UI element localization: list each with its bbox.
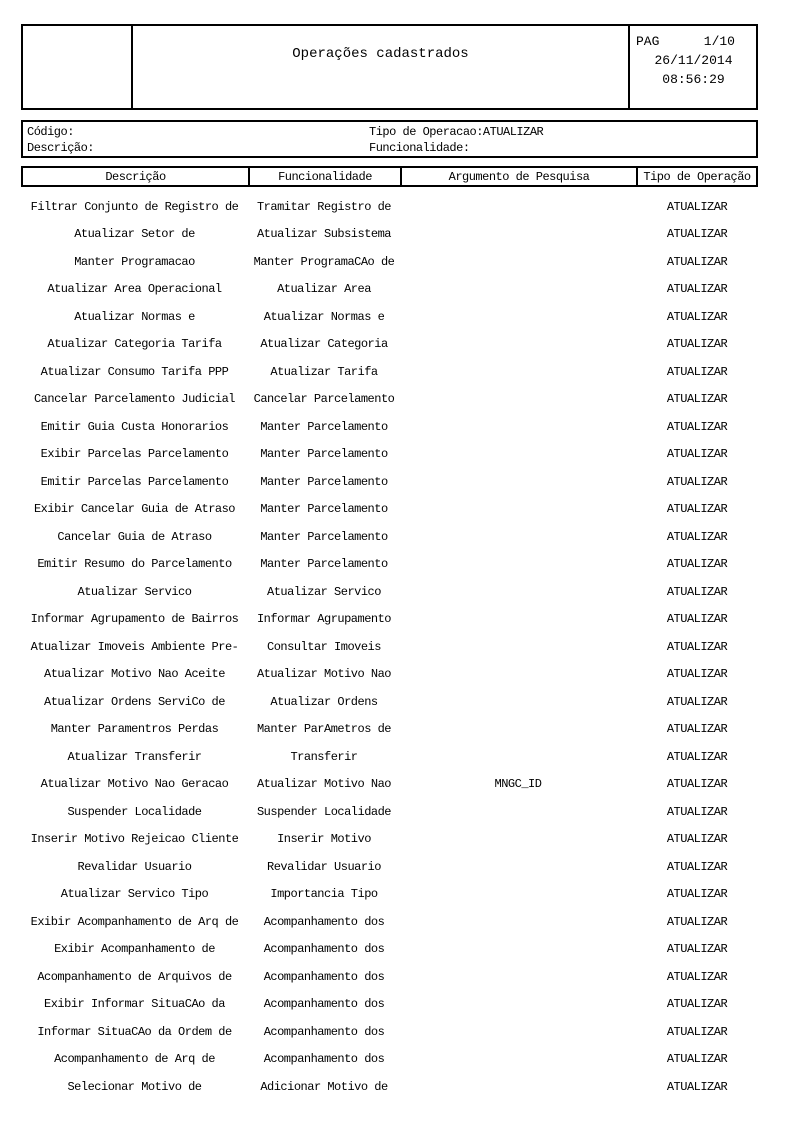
cell-tipo-operacao: ATUALIZAR <box>666 392 728 407</box>
cell-funcionalidade: Atualizar Motivo Nao <box>256 777 392 792</box>
cell-tipo-operacao: ATUALIZAR <box>666 749 728 764</box>
cell-tipo-operacao: ATUALIZAR <box>666 1024 728 1039</box>
cell-funcionalidade: Manter Parcelamento <box>260 474 388 489</box>
table-row <box>21 221 758 249</box>
cell-funcionalidade: Atualizar Categoria <box>260 337 388 352</box>
cell-funcionalidade: Manter Parcelamento <box>260 502 388 517</box>
cell-descricao: Emitir Guia Custa Honorarios <box>40 419 229 434</box>
cell-funcionalidade: Transferir <box>290 749 358 764</box>
report-header <box>21 24 758 110</box>
table-row <box>21 496 758 524</box>
cell-tipo-operacao: ATUALIZAR <box>666 859 728 874</box>
descricao-label: Descrição: <box>27 141 95 155</box>
cell-tipo-operacao: ATUALIZAR <box>666 969 728 984</box>
table-row <box>21 193 758 221</box>
cell-funcionalidade: Suspender Localidade <box>256 804 392 819</box>
cell-descricao: Atualizar Transferir <box>67 749 202 764</box>
cell-descricao: Atualizar Servico <box>77 584 192 599</box>
cell-funcionalidade: Atualizar Normas e <box>263 309 385 324</box>
cell-descricao: Atualizar Categoria Tarifa <box>47 337 222 352</box>
cell-tipo-operacao: ATUALIZAR <box>666 199 728 214</box>
cell-tipo-operacao: ATUALIZAR <box>666 832 728 847</box>
table-row <box>21 688 758 716</box>
table-header <box>21 166 758 187</box>
cell-tipo-operacao: ATUALIZAR <box>666 942 728 957</box>
cell-descricao: Atualizar Motivo Nao Aceite <box>44 667 225 682</box>
filter-row-2 <box>23 140 756 156</box>
cell-tipo-operacao: ATUALIZAR <box>666 309 728 324</box>
table-row <box>21 551 758 579</box>
table-row <box>21 248 758 276</box>
report-time: 08:56:29 <box>662 72 725 87</box>
column-header-argumento: Argumento de Pesquisa <box>402 168 638 185</box>
cell-tipo-operacao: ATUALIZAR <box>666 474 728 489</box>
cell-tipo-operacao: ATUALIZAR <box>666 722 728 737</box>
page-indicator <box>636 32 751 51</box>
cell-tipo-operacao: ATUALIZAR <box>666 804 728 819</box>
cell-descricao: Inserir Motivo Rejeicao Cliente <box>30 832 239 847</box>
cell-descricao: Emitir Parcelas Parcelamento <box>40 474 229 489</box>
cell-funcionalidade: Informar Agrupamento <box>256 612 392 627</box>
column-header-tipo-operacao: Tipo de Operação <box>643 169 751 184</box>
table-row <box>21 1018 758 1046</box>
table-row <box>21 276 758 304</box>
cell-descricao: Exibir Parcelas Parcelamento <box>40 447 229 462</box>
cell-funcionalidade: Acompanhamento dos <box>263 942 385 957</box>
cell-descricao: Emitir Resumo do Parcelamento <box>37 557 232 572</box>
cell-descricao: Atualizar Imoveis Ambiente Pre- <box>30 639 239 654</box>
table-row <box>21 1046 758 1074</box>
cell-argumento: MNGC_ID <box>494 777 542 792</box>
cell-descricao: Exibir Cancelar Guia de Atraso <box>33 502 236 517</box>
codigo-label: Código: <box>27 125 74 139</box>
cell-tipo-operacao: ATUALIZAR <box>666 914 728 929</box>
cell-descricao: Informar SituaCAo da Ordem de <box>37 1024 232 1039</box>
tipo-operacao-label: Tipo de Operacao: <box>369 125 483 139</box>
page-info <box>630 26 756 108</box>
cell-tipo-operacao: ATUALIZAR <box>666 282 728 297</box>
table-row <box>21 578 758 606</box>
cell-descricao: Informar Agrupamento de Bairros <box>30 612 239 627</box>
table-row <box>21 936 758 964</box>
table-row <box>21 441 758 469</box>
cell-tipo-operacao: ATUALIZAR <box>666 529 728 544</box>
cell-funcionalidade: Atualizar Ordens <box>270 694 378 709</box>
cell-tipo-operacao: ATUALIZAR <box>666 502 728 517</box>
cell-funcionalidade: Adicionar Motivo de <box>260 1079 388 1094</box>
table-row <box>21 358 758 386</box>
cell-funcionalidade: Consultar Imoveis <box>267 639 381 654</box>
cell-tipo-operacao: ATUALIZAR <box>666 997 728 1012</box>
table-row <box>21 661 758 689</box>
cell-funcionalidade: Manter Parcelamento <box>260 419 388 434</box>
cell-descricao: Atualizar Area Operacional <box>47 282 222 297</box>
cell-funcionalidade: Acompanhamento dos <box>263 1024 385 1039</box>
cell-tipo-operacao: ATUALIZAR <box>666 694 728 709</box>
table-row <box>21 386 758 414</box>
cell-tipo-operacao: ATUALIZAR <box>666 447 728 462</box>
column-header-descricao: Descrição <box>23 168 250 185</box>
cell-tipo-operacao: ATUALIZAR <box>666 777 728 792</box>
cell-funcionalidade: Manter ParAmetros de <box>256 722 392 737</box>
filter-row-1 <box>23 124 756 140</box>
cell-descricao: Atualizar Consumo Tarifa PPP <box>40 364 229 379</box>
cell-descricao: Filtrar Conjunto de Registro de <box>30 199 239 214</box>
cell-funcionalidade: Acompanhamento dos <box>263 969 385 984</box>
cell-tipo-operacao: ATUALIZAR <box>666 557 728 572</box>
table-row <box>21 303 758 331</box>
page-title: Operações cadastrados <box>292 46 469 62</box>
cell-tipo-operacao: ATUALIZAR <box>666 254 728 269</box>
cell-descricao: Atualizar Setor de <box>74 227 195 242</box>
cell-tipo-operacao: ATUALIZAR <box>666 612 728 627</box>
table-row <box>21 743 758 771</box>
table-row <box>21 468 758 496</box>
filter-box <box>21 120 758 158</box>
cell-descricao: Atualizar Motivo Nao Geracao <box>40 777 229 792</box>
report-table-body <box>21 193 758 1101</box>
cell-descricao: Manter Programacao <box>74 254 195 269</box>
table-row <box>21 606 758 634</box>
cell-funcionalidade: Atualizar Tarifa <box>270 364 378 379</box>
cell-tipo-operacao: ATUALIZAR <box>666 667 728 682</box>
cell-funcionalidade: Acompanhamento dos <box>263 997 385 1012</box>
cell-tipo-operacao: ATUALIZAR <box>666 584 728 599</box>
table-row <box>21 798 758 826</box>
page-label: PAG <box>636 34 660 49</box>
title-cell <box>133 26 630 108</box>
logo-placeholder <box>23 26 133 108</box>
cell-funcionalidade: Manter Parcelamento <box>260 529 388 544</box>
cell-descricao: Exibir Acompanhamento de <box>54 942 215 957</box>
cell-funcionalidade: Acompanhamento dos <box>263 914 385 929</box>
cell-descricao: Revalidar Usuario <box>77 859 192 874</box>
cell-descricao: Atualizar Ordens ServiCo de <box>44 694 225 709</box>
table-row <box>21 716 758 744</box>
cell-funcionalidade: Importancia Tipo <box>270 887 378 902</box>
column-header-funcionalidade: Funcionalidade <box>250 168 402 185</box>
report-date: 26/11/2014 <box>654 53 733 68</box>
table-row <box>21 523 758 551</box>
cell-funcionalidade: Atualizar Servico <box>267 584 381 599</box>
table-row <box>21 853 758 881</box>
cell-descricao: Atualizar Servico Tipo <box>60 887 209 902</box>
cell-funcionalidade: Atualizar Subsistema <box>256 227 392 242</box>
tipo-operacao-field <box>369 124 543 140</box>
funcionalidade-label: Funcionalidade: <box>369 141 470 155</box>
cell-descricao: Cancelar Guia de Atraso <box>57 529 212 544</box>
cell-funcionalidade: Atualizar Motivo Nao <box>256 667 392 682</box>
cell-funcionalidade: Inserir Motivo <box>277 832 371 847</box>
cell-funcionalidade: Manter Parcelamento <box>260 557 388 572</box>
table-row <box>21 633 758 661</box>
table-row <box>21 1073 758 1101</box>
cell-tipo-operacao: ATUALIZAR <box>666 227 728 242</box>
cell-tipo-operacao: ATUALIZAR <box>666 887 728 902</box>
cell-tipo-operacao: ATUALIZAR <box>666 419 728 434</box>
cell-funcionalidade: Atualizar Area <box>277 282 371 297</box>
cell-tipo-operacao: ATUALIZAR <box>666 1079 728 1094</box>
cell-funcionalidade: Manter ProgramaCAo de <box>253 254 395 269</box>
table-row <box>21 963 758 991</box>
cell-descricao: Cancelar Parcelamento Judicial <box>33 392 236 407</box>
table-row <box>21 908 758 936</box>
tipo-operacao-value: ATUALIZAR <box>482 125 544 139</box>
cell-tipo-operacao: ATUALIZAR <box>666 364 728 379</box>
cell-descricao: Acompanhamento de Arq de <box>54 1052 215 1067</box>
cell-descricao: Selecionar Motivo de <box>67 1079 202 1094</box>
cell-descricao: Acompanhamento de Arquivos de <box>37 969 232 984</box>
table-row <box>21 991 758 1019</box>
cell-descricao: Exibir Informar SituaCAo da <box>44 997 225 1012</box>
cell-funcionalidade: Manter Parcelamento <box>260 447 388 462</box>
table-row <box>21 413 758 441</box>
cell-funcionalidade: Cancelar Parcelamento <box>253 392 395 407</box>
cell-tipo-operacao: ATUALIZAR <box>666 337 728 352</box>
cell-funcionalidade: Revalidar Usuario <box>267 859 381 874</box>
cell-descricao: Exibir Acompanhamento de Arq de <box>30 914 239 929</box>
cell-funcionalidade: Acompanhamento dos <box>263 1052 385 1067</box>
cell-descricao: Manter Paramentros Perdas <box>50 722 219 737</box>
table-row <box>21 771 758 799</box>
cell-descricao: Suspender Localidade <box>67 804 202 819</box>
table-row <box>21 826 758 854</box>
cell-tipo-operacao: ATUALIZAR <box>666 639 728 654</box>
cell-descricao: Atualizar Normas e <box>74 309 195 324</box>
table-row <box>21 881 758 909</box>
cell-funcionalidade: Tramitar Registro de <box>256 199 392 214</box>
table-row <box>21 331 758 359</box>
page-number: 1/10 <box>703 34 735 49</box>
cell-tipo-operacao: ATUALIZAR <box>666 1052 728 1067</box>
